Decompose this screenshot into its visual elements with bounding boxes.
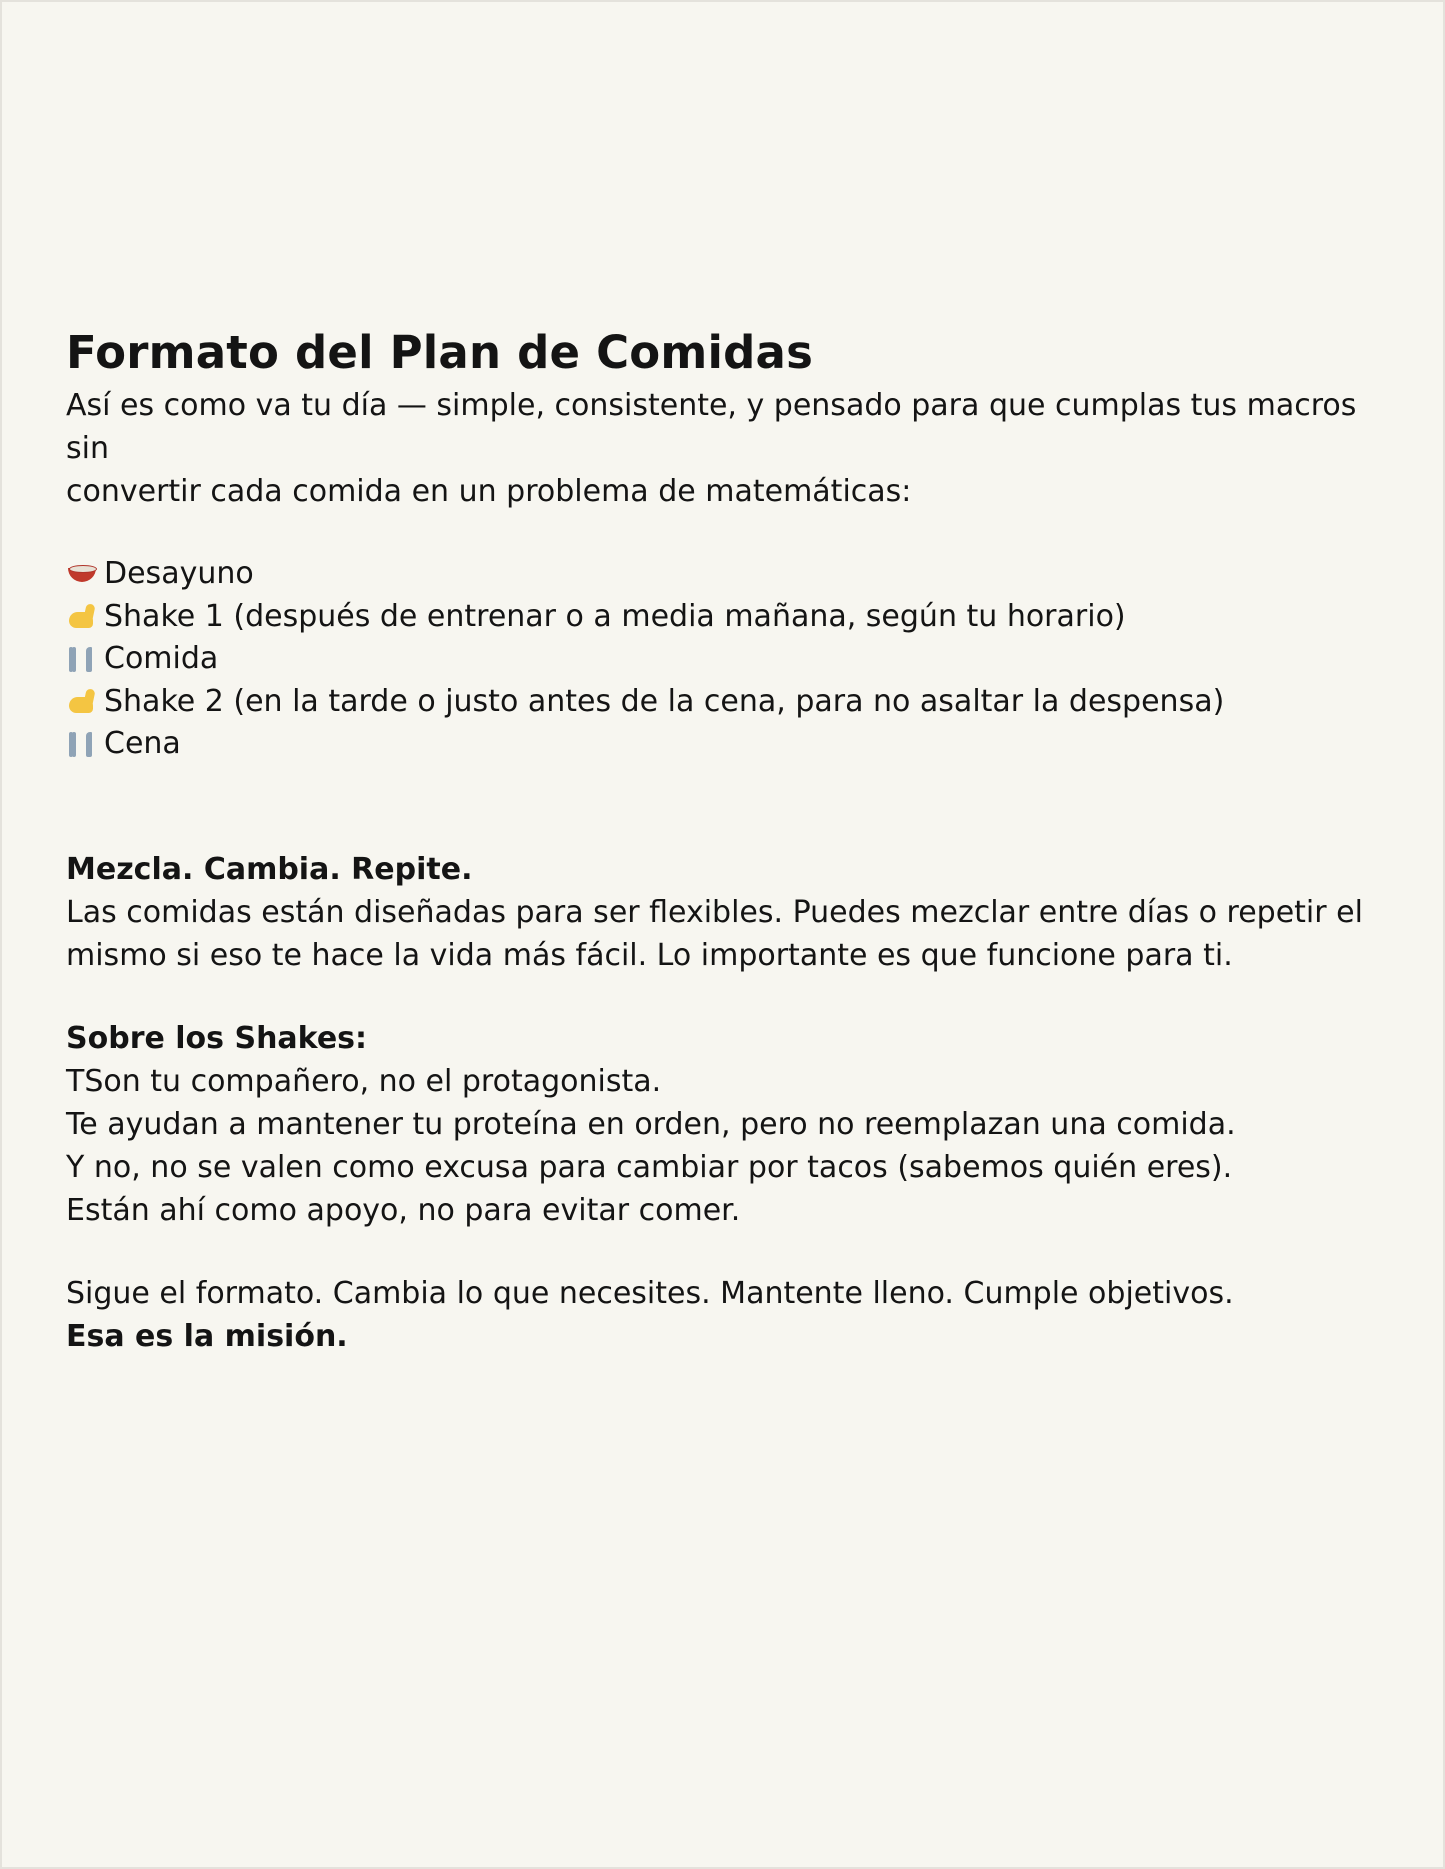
- fork-knife-icon: [66, 644, 98, 674]
- meal-label: Shake 2 (en la tarde o justo antes de la cena, para no asaltar la despensa): [104, 683, 1225, 719]
- intro-line-2: convertir cada comida en un problema de matemáticas:: [66, 474, 912, 509]
- meal-item-desayuno: [66, 553, 1396, 596]
- fork-knife-icon: [66, 729, 98, 759]
- shakes-line-4: Están ahí como apoyo, no para evitar comer.: [66, 1192, 741, 1228]
- document-body: [66, 322, 1396, 1358]
- meal-label: Shake 1 (después de entrenar o a media mañana, según tu horario): [104, 598, 1126, 634]
- meal-item-comida: [66, 638, 1396, 681]
- shakes-line-1: TSon tu compañero, no el protagonista.: [66, 1063, 662, 1099]
- meal-item-shake-1: [66, 596, 1396, 639]
- shakes-line-3: Y no, no se valen como excusa para cambiar por tacos (sabemos quién eres).: [66, 1149, 1233, 1185]
- mix-line-1: Las comidas están diseñadas para ser flexibles. Puedes mezclar entre días o repetir el: [66, 894, 1363, 930]
- flexed-arm-icon: [66, 602, 98, 632]
- closing-line: Sigue el formato. Cambia lo que necesites. Mantente lleno. Cumple objetivos.: [66, 1275, 1234, 1311]
- meal-item-cena: [66, 723, 1396, 766]
- intro-line-1: Así es como va tu día — simple, consistente, y pensado para que cumplas tus macros sin: [66, 388, 1357, 466]
- meal-list: [66, 553, 1396, 766]
- meal-label: Cena: [104, 726, 181, 761]
- bowl-icon: [66, 559, 98, 589]
- mix-heading: Mezcla. Cambia. Repite.: [66, 851, 473, 887]
- mix-line-2: mismo si eso te hace la vida más fácil. Lo importante es que funcione para ti.: [66, 937, 1233, 973]
- page-title: Formato del Plan de Comidas: [66, 326, 814, 379]
- shakes-line-2: Te ayudan a mantener tu proteína en orden, pero no reemplazan una comida.: [66, 1106, 1236, 1142]
- meal-item-shake-2: [66, 681, 1396, 724]
- mission-statement: Esa es la misión.: [66, 1318, 348, 1354]
- flexed-arm-icon: [66, 687, 98, 717]
- shakes-heading: Sobre los Shakes:: [66, 1020, 368, 1056]
- meal-label: Comida: [104, 641, 219, 676]
- meal-label: Desayuno: [104, 556, 254, 591]
